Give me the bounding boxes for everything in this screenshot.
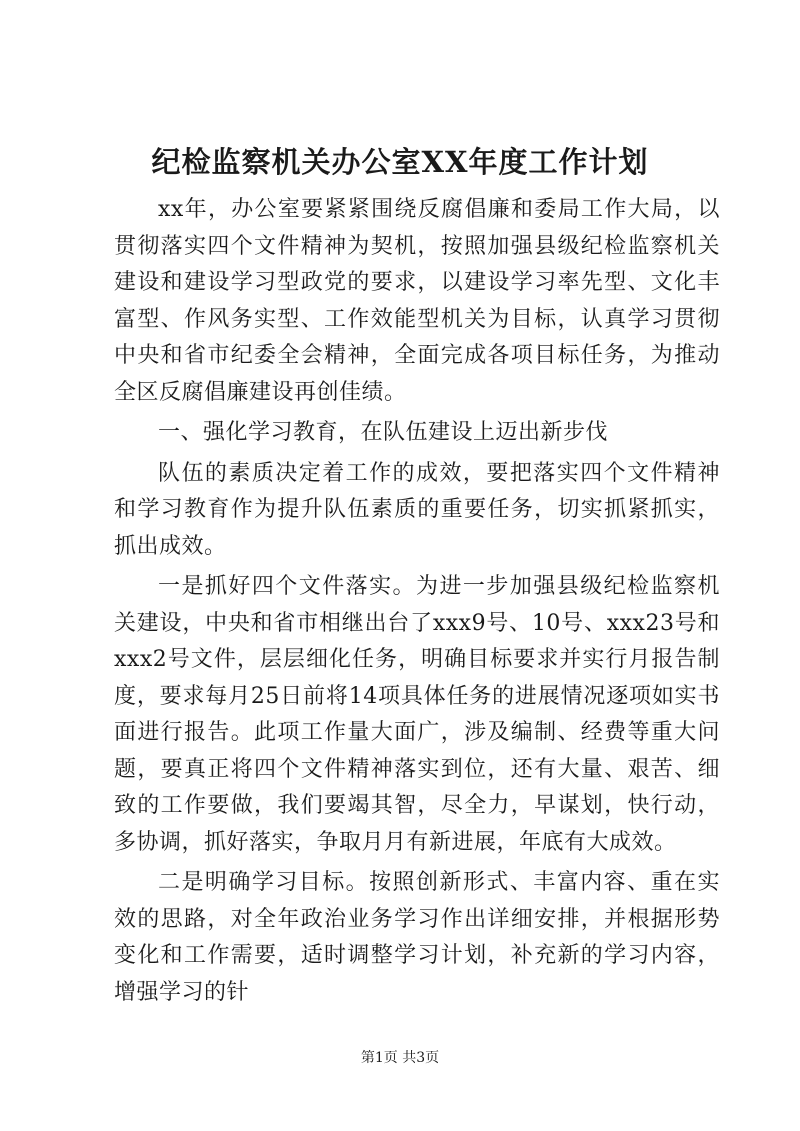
section-heading-1: 一、强化学习教育，在队伍建设上迈出新步伐 <box>158 420 609 445</box>
document-title: 纪检监察机关办公室XX年度工作计划 <box>151 145 649 179</box>
paragraph-item-1: 一是抓好四个文件落实。为进一步加强县级纪检监察机关建设，中央和省市相继出台了xxx9号、10号、xxx23号和xxx2号文件，层层细化任务，明确目标要求并实行月报告制度，要求每月25日前将14项具体任务的进展情况逐项如实书面进行报告。此项工作量大面广，涉及编制、经费等重大问题，要真正将四个文件精神落实到位，还有大量、艰苦、细致的工作要做，我们要竭其智，尽全力，早谋划，快行动，多协调，抓好落实，争取月月有新进展，年底有大成效。 <box>114 574 720 855</box>
document-body <box>114 192 720 1015</box>
paragraph-item-2: 二是明确学习目标。按照创新形式、丰富内容、重在实效的思路，对全年政治业务学习作出详细安排，并根据形势变化和工作需要，适时调整学习计划，补充新的学习内容，增强学习的针 <box>114 870 720 1005</box>
page-footer: 第1页 共3页 <box>360 1050 440 1066</box>
paragraph-intro: xx年，办公室要紧紧围绕反腐倡廉和委局工作大局，以贯彻落实四个文件精神为契机，按照加强县级纪检监察机关建设和建设学习型政党的要求，以建设学习率先型、文化丰富型、作风务实型、工作效能型机关为目标，认真学习贯彻中央和省市纪委全会精神，全面完成各项目标任务，为推动全区反腐倡廉建设再创佳绩。 <box>114 197 720 405</box>
paragraph-team-quality: 队伍的素质决定着工作的成效，要把落实四个文件精神和学习教育作为提升队伍素质的重要任务，切实抓紧抓实，抓出成效。 <box>114 460 720 559</box>
